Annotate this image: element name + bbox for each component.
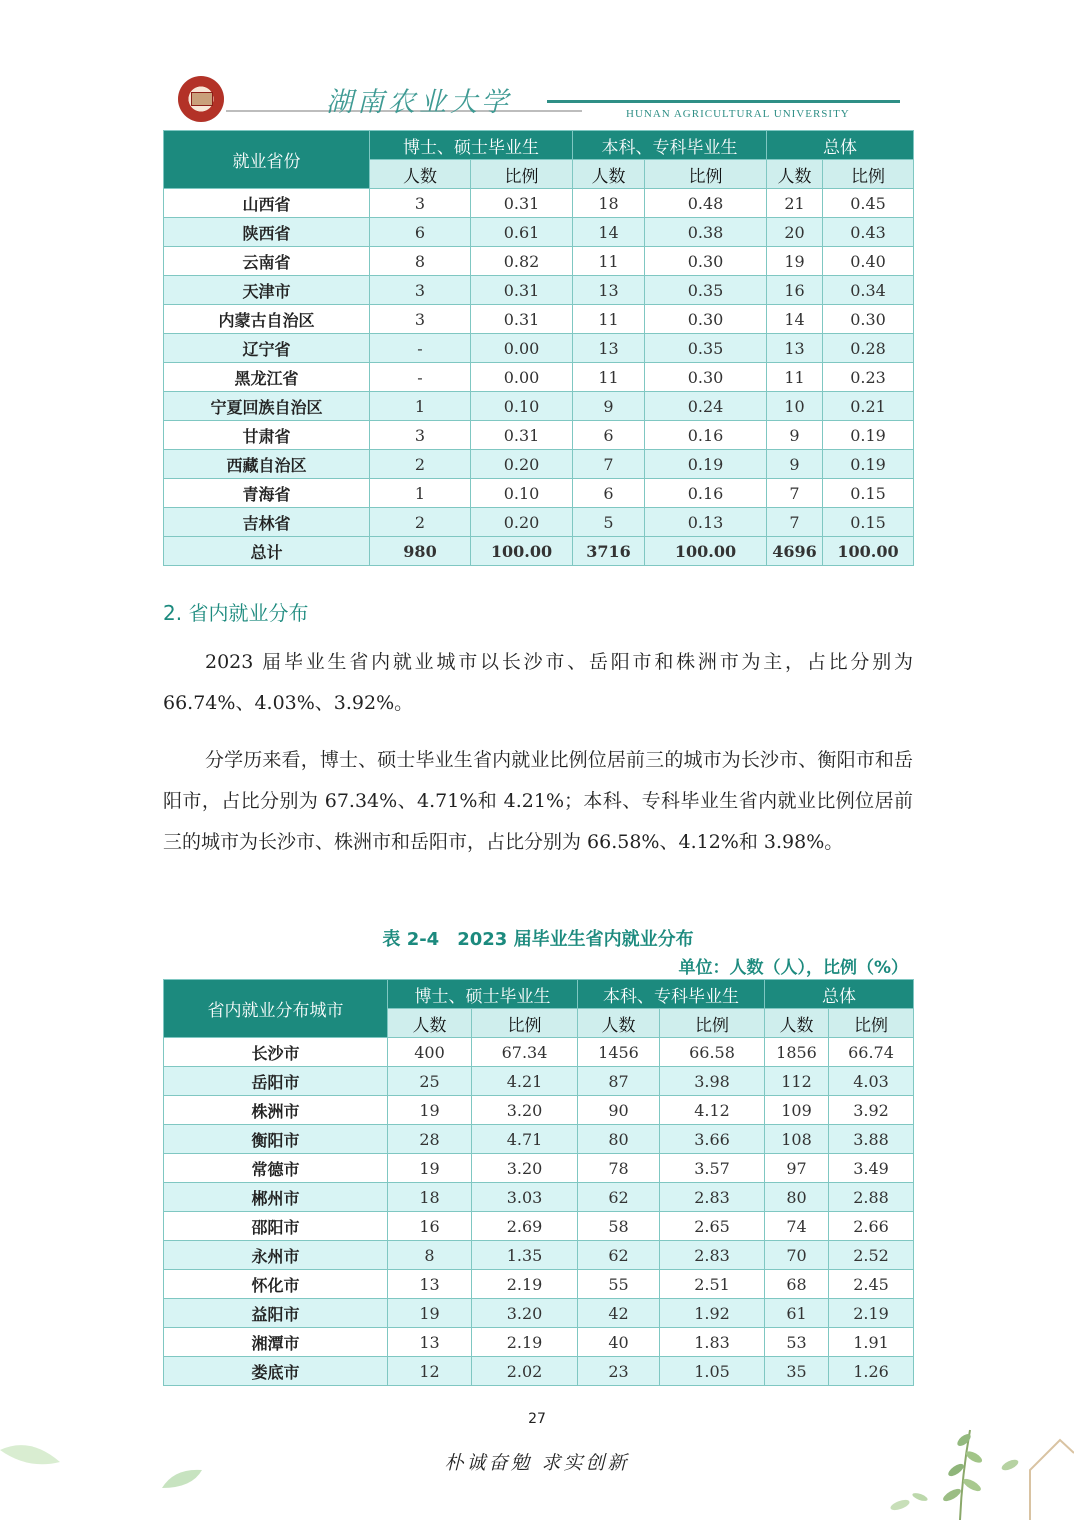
value-cell: 108 [765, 1125, 829, 1154]
value-cell: 3 [370, 276, 471, 305]
section-title: 2. 省内就业分布 [163, 601, 309, 625]
value-cell: 4.03 [829, 1067, 914, 1096]
value-cell: 3 [370, 189, 471, 218]
city-table-body [164, 1038, 914, 1386]
value-cell: 12 [388, 1357, 472, 1386]
value-cell: 0.30 [645, 363, 767, 392]
value-cell: 9 [573, 392, 645, 421]
value-cell: 0.15 [823, 479, 914, 508]
value-cell: 3.49 [829, 1154, 914, 1183]
table-row [164, 450, 914, 479]
table-row [164, 1067, 914, 1096]
value-cell: 97 [765, 1154, 829, 1183]
value-cell: 7 [767, 479, 823, 508]
leaf-decoration-icon [162, 1468, 202, 1490]
value-cell: 4696 [767, 537, 823, 566]
value-cell: 0.16 [645, 479, 767, 508]
table-row [164, 189, 914, 218]
value-cell: 68 [765, 1270, 829, 1299]
row-label-cell: 宁夏回族自治区 [164, 392, 370, 421]
value-cell: 0.19 [823, 450, 914, 479]
value-cell: 13 [388, 1270, 472, 1299]
table-row [164, 1038, 914, 1067]
value-cell: 58 [578, 1212, 660, 1241]
header-count: 人数 [370, 160, 471, 189]
value-cell: 3.66 [660, 1125, 765, 1154]
header-group-total: 总体 [767, 131, 914, 160]
value-cell: 13 [767, 334, 823, 363]
value-cell: 3.98 [660, 1067, 765, 1096]
header-ratio: 比例 [660, 1009, 765, 1038]
value-cell: 0.31 [471, 421, 573, 450]
value-cell: 0.21 [823, 392, 914, 421]
value-cell: 0.28 [823, 334, 914, 363]
value-cell: 0.61 [471, 218, 573, 247]
value-cell: 2.66 [829, 1212, 914, 1241]
value-cell: 0.30 [645, 305, 767, 334]
value-cell: 35 [765, 1357, 829, 1386]
row-label-cell: 西藏自治区 [164, 450, 370, 479]
value-cell: 13 [573, 276, 645, 305]
value-cell: 28 [388, 1125, 472, 1154]
value-cell: 0.19 [645, 450, 767, 479]
value-cell: 0.20 [471, 450, 573, 479]
value-cell: 9 [767, 421, 823, 450]
table-row [164, 1357, 914, 1386]
value-cell: 61 [765, 1299, 829, 1328]
row-label-cell: 总计 [164, 537, 370, 566]
value-cell: 0.38 [645, 218, 767, 247]
table-caption: 表 2-4 2023 届毕业生省内就业分布 [382, 929, 694, 950]
value-cell: 19 [767, 247, 823, 276]
value-cell: 100.00 [645, 537, 767, 566]
value-cell: 0.00 [471, 363, 573, 392]
row-label-cell: 内蒙古自治区 [164, 305, 370, 334]
value-cell: 3.20 [472, 1096, 578, 1125]
value-cell: 0.19 [823, 421, 914, 450]
value-cell: 11 [767, 363, 823, 392]
value-cell: - [370, 334, 471, 363]
value-cell: 2 [370, 450, 471, 479]
value-cell: 1.83 [660, 1328, 765, 1357]
value-cell: 0.10 [471, 392, 573, 421]
value-cell: 62 [578, 1183, 660, 1212]
value-cell: 400 [388, 1038, 472, 1067]
value-cell: 62 [578, 1241, 660, 1270]
table-row [164, 479, 914, 508]
value-cell: 19 [388, 1154, 472, 1183]
value-cell: 66.58 [660, 1038, 765, 1067]
value-cell: 13 [388, 1328, 472, 1357]
value-cell: 3.92 [829, 1096, 914, 1125]
value-cell: 2.19 [829, 1299, 914, 1328]
value-cell: 55 [578, 1270, 660, 1299]
value-cell: 14 [767, 305, 823, 334]
header-ratio: 比例 [823, 160, 914, 189]
value-cell: 1.26 [829, 1357, 914, 1386]
row-label-cell: 天津市 [164, 276, 370, 305]
value-cell: 0.43 [823, 218, 914, 247]
table-row [164, 508, 914, 537]
value-cell: 2.88 [829, 1183, 914, 1212]
value-cell: 0.10 [471, 479, 573, 508]
value-cell: 8 [388, 1241, 472, 1270]
value-cell: 0.34 [823, 276, 914, 305]
row-label-cell: 青海省 [164, 479, 370, 508]
table-row [164, 1154, 914, 1183]
table-row [164, 1183, 914, 1212]
value-cell: 0.30 [645, 247, 767, 276]
value-cell: 19 [388, 1299, 472, 1328]
university-name-cn: 湖南农业大学 [326, 87, 512, 118]
value-cell: 53 [765, 1328, 829, 1357]
value-cell: 18 [388, 1183, 472, 1212]
value-cell: 40 [578, 1328, 660, 1357]
value-cell: 0.30 [823, 305, 914, 334]
value-cell: 2.02 [472, 1357, 578, 1386]
value-cell: 20 [767, 218, 823, 247]
value-cell: 74 [765, 1212, 829, 1241]
value-cell: 21 [767, 189, 823, 218]
value-cell: 3.03 [472, 1183, 578, 1212]
table-row [164, 276, 914, 305]
value-cell: 7 [767, 508, 823, 537]
value-cell: 1.05 [660, 1357, 765, 1386]
header-city: 省内就业分布城市 [164, 980, 388, 1038]
table-row [164, 218, 914, 247]
province-table-body [164, 189, 914, 566]
row-label-cell: 吉林省 [164, 508, 370, 537]
value-cell: 18 [573, 189, 645, 218]
value-cell: 100.00 [823, 537, 914, 566]
province-employment-table [163, 130, 914, 566]
value-cell: 0.16 [645, 421, 767, 450]
table-row [164, 421, 914, 450]
row-label-cell: 长沙市 [164, 1038, 388, 1067]
value-cell: 0.15 [823, 508, 914, 537]
value-cell: 4.71 [472, 1125, 578, 1154]
header-group-grad: 博士、硕士毕业生 [370, 131, 573, 160]
value-cell: 3.57 [660, 1154, 765, 1183]
value-cell: 2.83 [660, 1183, 765, 1212]
value-cell: 0.40 [823, 247, 914, 276]
value-cell: 0.82 [471, 247, 573, 276]
value-cell: 42 [578, 1299, 660, 1328]
value-cell: 0.00 [471, 334, 573, 363]
value-cell: 3 [370, 421, 471, 450]
value-cell: 2.51 [660, 1270, 765, 1299]
table-row [164, 1212, 914, 1241]
header-province: 就业省份 [164, 131, 370, 189]
row-label-cell: 娄底市 [164, 1357, 388, 1386]
value-cell: 980 [370, 537, 471, 566]
value-cell: 1856 [765, 1038, 829, 1067]
value-cell: 70 [765, 1241, 829, 1270]
header-group-total: 总体 [765, 980, 914, 1009]
footer-motto: 朴诚奋勉 求实创新 [444, 1452, 630, 1474]
value-cell: 0.48 [645, 189, 767, 218]
value-cell: 3.20 [472, 1299, 578, 1328]
table-row [164, 247, 914, 276]
row-label-cell: 株洲市 [164, 1096, 388, 1125]
value-cell: 1 [370, 479, 471, 508]
table-row [164, 1125, 914, 1154]
header-count: 人数 [578, 1009, 660, 1038]
page-number: 27 [528, 1411, 546, 1427]
value-cell: 3 [370, 305, 471, 334]
value-cell: 11 [573, 247, 645, 276]
leaf-decoration-icon [0, 1440, 60, 1470]
header-group-grad: 博士、硕士毕业生 [388, 980, 578, 1009]
table-row [164, 305, 914, 334]
header-ratio: 比例 [645, 160, 767, 189]
row-label-cell: 黑龙江省 [164, 363, 370, 392]
value-cell: 109 [765, 1096, 829, 1125]
value-cell: 0.31 [471, 276, 573, 305]
value-cell: 25 [388, 1067, 472, 1096]
value-cell: 13 [573, 334, 645, 363]
plant-decoration-icon [860, 1425, 1074, 1520]
header-ratio: 比例 [472, 1009, 578, 1038]
row-label-cell: 湘潭市 [164, 1328, 388, 1357]
row-label-cell: 怀化市 [164, 1270, 388, 1299]
value-cell: 23 [578, 1357, 660, 1386]
row-label-cell: 辽宁省 [164, 334, 370, 363]
row-label-cell: 衡阳市 [164, 1125, 388, 1154]
header-count: 人数 [573, 160, 645, 189]
university-name-en: HUNAN AGRICULTURAL UNIVERSITY [626, 108, 850, 120]
value-cell: 0.24 [645, 392, 767, 421]
row-label-cell: 岳阳市 [164, 1067, 388, 1096]
value-cell: 0.23 [823, 363, 914, 392]
value-cell: 14 [573, 218, 645, 247]
value-cell: 9 [767, 450, 823, 479]
value-cell: 2.52 [829, 1241, 914, 1270]
header-ratio: 比例 [471, 160, 573, 189]
value-cell: 0.20 [471, 508, 573, 537]
value-cell: 3.88 [829, 1125, 914, 1154]
row-label-cell: 甘肃省 [164, 421, 370, 450]
value-cell: 11 [573, 305, 645, 334]
table-row [164, 1241, 914, 1270]
paragraph-summary: 2023 届毕业生省内就业城市以长沙市、岳阳市和株洲市为主，占比分别为 66.74%、4.03%、3.92%。 [163, 651, 913, 714]
value-cell: 0.31 [471, 189, 573, 218]
value-cell: 3.20 [472, 1154, 578, 1183]
city-employment-table [163, 979, 914, 1386]
row-label-cell: 陕西省 [164, 218, 370, 247]
value-cell: 1.92 [660, 1299, 765, 1328]
value-cell: 2 [370, 508, 471, 537]
value-cell: 4.21 [472, 1067, 578, 1096]
value-cell: 2.83 [660, 1241, 765, 1270]
row-label-cell: 云南省 [164, 247, 370, 276]
paragraph-detail: 分学历来看，博士、硕士毕业生省内就业比例位居前三的城市为长沙市、衡阳市和岳阳市，占比分别为 67.34%、4.71%和 4.21%；本科、专科毕业生省内就业比例位居前三的城市为长沙市、株洲市和岳阳市，占比分别为 66.58%、4.12%和 3.98%。 [163, 749, 913, 853]
value-cell: 4.12 [660, 1096, 765, 1125]
value-cell: 80 [765, 1183, 829, 1212]
table-row [164, 537, 914, 566]
table-row [164, 392, 914, 421]
value-cell: 66.74 [829, 1038, 914, 1067]
value-cell: 2.69 [472, 1212, 578, 1241]
value-cell: 78 [578, 1154, 660, 1183]
header-group-undergrad: 本科、专科毕业生 [578, 980, 765, 1009]
university-logo-icon [178, 76, 224, 122]
table-row [164, 1299, 914, 1328]
value-cell: 6 [573, 421, 645, 450]
value-cell: 10 [767, 392, 823, 421]
value-cell: 112 [765, 1067, 829, 1096]
value-cell: 0.35 [645, 334, 767, 363]
value-cell: 7 [573, 450, 645, 479]
row-label-cell: 山西省 [164, 189, 370, 218]
header-count: 人数 [388, 1009, 472, 1038]
value-cell: 11 [573, 363, 645, 392]
value-cell: 6 [573, 479, 645, 508]
row-label-cell: 永州市 [164, 1241, 388, 1270]
value-cell: 80 [578, 1125, 660, 1154]
page-header [0, 0, 1074, 130]
header-count: 人数 [765, 1009, 829, 1038]
table-unit-note: 单位：人数（人），比例（%） [678, 958, 908, 978]
value-cell: 0.31 [471, 305, 573, 334]
row-label-cell: 益阳市 [164, 1299, 388, 1328]
value-cell: 5 [573, 508, 645, 537]
table-row [164, 363, 914, 392]
value-cell: 19 [388, 1096, 472, 1125]
value-cell: 1456 [578, 1038, 660, 1067]
row-label-cell: 常德市 [164, 1154, 388, 1183]
header-group-undergrad: 本科、专科毕业生 [573, 131, 767, 160]
value-cell: 8 [370, 247, 471, 276]
table-row [164, 1270, 914, 1299]
value-cell: 0.13 [645, 508, 767, 537]
header-ratio: 比例 [829, 1009, 914, 1038]
value-cell: 2.65 [660, 1212, 765, 1241]
row-label-cell: 郴州市 [164, 1183, 388, 1212]
value-cell: 0.35 [645, 276, 767, 305]
table-row [164, 1096, 914, 1125]
value-cell: 0.45 [823, 189, 914, 218]
value-cell: 1 [370, 392, 471, 421]
value-cell: 87 [578, 1067, 660, 1096]
value-cell: 2.19 [472, 1328, 578, 1357]
value-cell: 2.45 [829, 1270, 914, 1299]
value-cell: 16 [388, 1212, 472, 1241]
value-cell: - [370, 363, 471, 392]
table-row [164, 1328, 914, 1357]
value-cell: 16 [767, 276, 823, 305]
value-cell: 67.34 [472, 1038, 578, 1067]
header-divider-right [547, 100, 900, 103]
value-cell: 1.91 [829, 1328, 914, 1357]
value-cell: 6 [370, 218, 471, 247]
value-cell: 100.00 [471, 537, 573, 566]
value-cell: 3716 [573, 537, 645, 566]
table-row [164, 334, 914, 363]
value-cell: 2.19 [472, 1270, 578, 1299]
header-count: 人数 [767, 160, 823, 189]
row-label-cell: 邵阳市 [164, 1212, 388, 1241]
value-cell: 1.35 [472, 1241, 578, 1270]
value-cell: 90 [578, 1096, 660, 1125]
